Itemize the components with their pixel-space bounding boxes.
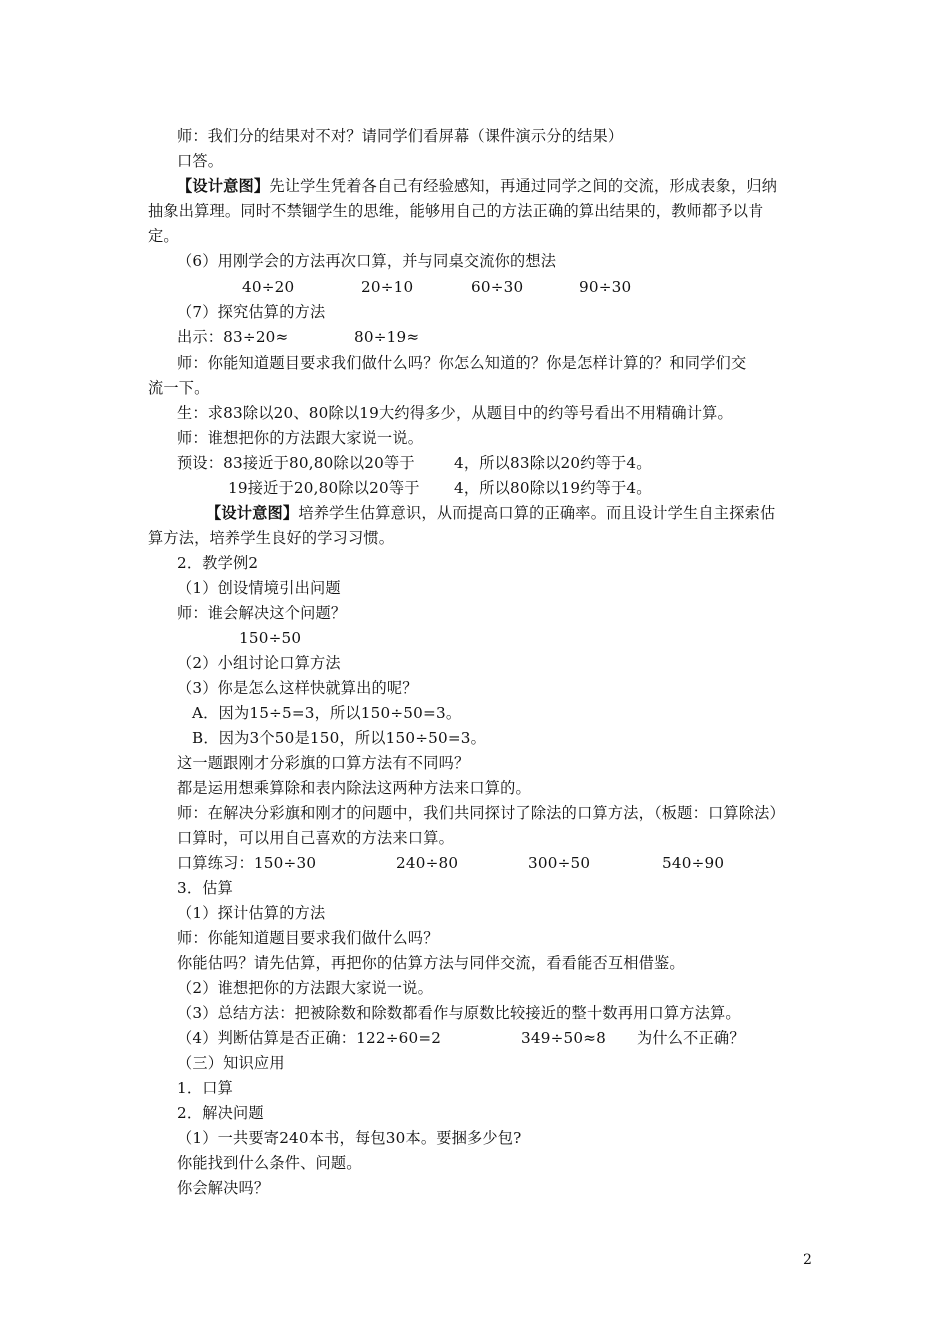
- text-line: 抽象出算理。同时不禁锢学生的思维，能够用自己的方法正确的算出结果的，教师都予以肯: [148, 202, 764, 220]
- text-line: 你会解决吗？: [177, 1179, 270, 1197]
- text-span: 先让学生凭着各自己有经验感知，再通过同学之间的交流，形成表象，归纳: [269, 177, 778, 195]
- text-line: 师：谁会解决这个问题？: [177, 604, 347, 622]
- text-line: A．因为15÷5=3，所以150÷50=3。: [192, 704, 462, 722]
- text-line: 这一题跟刚才分彩旗的口算方法有不同吗？: [177, 754, 470, 772]
- text-line: 都是运用想乘算除和表内除法这两种方法来口算的。: [177, 779, 531, 797]
- text-line: （1）探计估算的方法: [177, 904, 326, 922]
- text-line: （6）用刚学会的方法再次口算，并与同桌交流你的想法: [177, 252, 557, 270]
- text-line: 口算时，可以用自己喜欢的方法来口算。: [177, 829, 454, 847]
- expression: 240÷80: [396, 854, 459, 872]
- text-line: （2）谁想把你的方法跟大家说一说。: [177, 979, 434, 997]
- text-line: （2）小组讨论口算方法: [177, 654, 341, 672]
- expression: 40÷20: [242, 278, 295, 296]
- text-span: （4）判断估算是否正确：122÷60=2: [177, 1029, 442, 1047]
- expression: 540÷90: [662, 854, 725, 872]
- expression: 150÷50: [239, 629, 302, 647]
- design-intent-label: 【设计意图】: [206, 504, 299, 522]
- text-line: 你能估吗？请先估算，再把你的估算方法与同伴交流，看看能否互相借鉴。: [177, 954, 685, 972]
- text-line: （3）你是怎么这样快就算出的呢？: [177, 679, 418, 697]
- text-span: 预设：83接近于80,80除以20等于: [177, 454, 415, 472]
- design-intent-paragraph: [177, 176, 777, 196]
- text-span: 出示：83÷20≈: [177, 328, 289, 346]
- expression: 349÷50≈8: [521, 1029, 607, 1047]
- section-heading: 2．教学例2: [177, 554, 259, 572]
- text-line: B．因为3个50是150，所以150÷50=3。: [192, 729, 487, 747]
- design-intent-label: 【设计意图】: [177, 177, 270, 195]
- text-line: 师：你能知道题目要求我们做什么吗？你怎么知道的？你是怎样计算的？和同学们交: [177, 354, 747, 372]
- text-span: 培养学生估算意识，从而提高口算的正确率。而且设计学生自主探索估: [298, 504, 776, 522]
- text-line: 师：你能知道题目要求我们做什么吗？: [177, 929, 439, 947]
- expression: 90÷30: [579, 278, 632, 296]
- text-line: 生：求83除以20、80除以19大约得多少，从题目中的约等号看出不用精确计算。: [177, 404, 733, 422]
- text-line: （1）创设情境引出问题: [177, 579, 341, 597]
- section-heading: （三）知识应用: [177, 1054, 285, 1072]
- text-line: 1．口算: [177, 1079, 234, 1097]
- text-line: 师：谁想把你的方法跟大家说一说。: [177, 429, 424, 447]
- design-intent-paragraph: [206, 503, 775, 523]
- text-line: 师：在解决分彩旗和刚才的问题中，我们共同探讨了除法的口算方法，（板题：口算除法）: [177, 804, 785, 822]
- text-span: 4，所以80除以19约等于4。: [454, 479, 652, 497]
- text-line: 你能找到什么条件、问题。: [177, 1154, 362, 1172]
- text-line: 2．解决问题: [177, 1104, 264, 1122]
- text-span: 口算练习：150÷30: [177, 854, 317, 872]
- text-span: 19接近于20,80除以20等于: [228, 479, 420, 497]
- text-line: （1）一共要寄240本书，每包30本。要捆多少包?: [177, 1129, 522, 1147]
- text-span: 为什么不正确？: [637, 1029, 745, 1047]
- expression: 80÷19≈: [354, 328, 420, 346]
- expression: 300÷50: [528, 854, 591, 872]
- text-line: 口答。: [177, 152, 224, 170]
- expression: 60÷30: [471, 278, 524, 296]
- text-line: 算方法，培养学生良好的学习习惯。: [148, 529, 395, 547]
- text-span: 4，所以83除以20约等于4。: [454, 454, 652, 472]
- section-heading: 3．估算: [177, 879, 234, 897]
- text-line: （7）探究估算的方法: [177, 303, 326, 321]
- expression: 20÷10: [361, 278, 414, 296]
- text-line: 师：我们分的结果对不对？请同学们看屏幕（课件演示分的结果）: [177, 127, 624, 145]
- text-line: 流一下。: [148, 379, 210, 397]
- text-line: 定。: [148, 227, 179, 245]
- page-number: 2: [803, 1252, 812, 1268]
- text-line: （3）总结方法：把被除数和除数都看作与原数比较接近的整十数再用口算方法算。: [177, 1004, 741, 1022]
